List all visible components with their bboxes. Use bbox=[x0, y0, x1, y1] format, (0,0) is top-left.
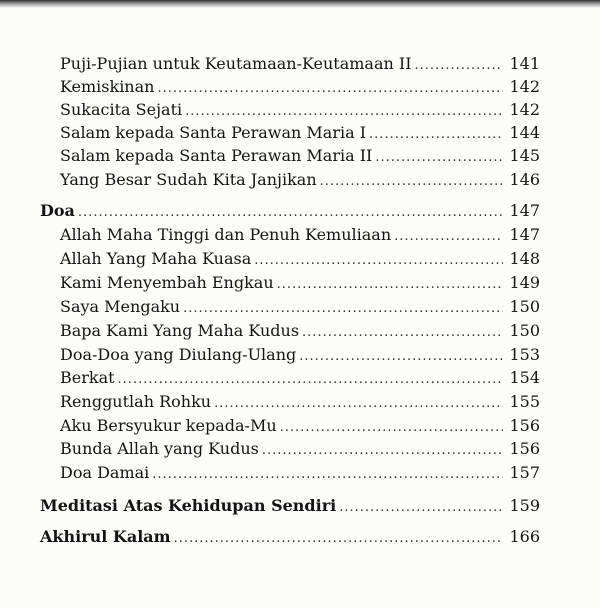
toc-entry-title: Doa Damai bbox=[60, 463, 150, 482]
toc-entry-title: Puji-Pujian untuk Keutamaan-Keutamaan II bbox=[60, 54, 412, 73]
toc-section-page: 159 bbox=[509, 496, 540, 515]
toc-entry-page: 153 bbox=[509, 345, 540, 364]
toc-entry-title: Yang Besar Sudah Kita Janjikan bbox=[60, 170, 317, 189]
toc-section-title: Doa bbox=[40, 201, 75, 220]
toc-entry-page: 146 bbox=[509, 170, 540, 189]
toc-entry[interactable] bbox=[60, 247, 540, 273]
toc-entry-title: Doa-Doa yang Diulang-Ulang bbox=[60, 345, 297, 364]
toc-entry-page: 145 bbox=[509, 146, 540, 165]
toc-entry-title: Allah Yang Maha Kuasa bbox=[60, 249, 252, 268]
dot-leader bbox=[118, 368, 504, 392]
dot-leader bbox=[394, 225, 503, 249]
toc-entry[interactable] bbox=[60, 223, 540, 249]
toc-entry-page: 141 bbox=[509, 54, 540, 73]
dot-leader bbox=[214, 392, 503, 416]
toc-entry[interactable] bbox=[60, 390, 540, 416]
toc-entry-title: Sukacita Sejati bbox=[60, 100, 183, 119]
toc-entry-page: 155 bbox=[509, 392, 540, 411]
dot-leader bbox=[183, 297, 503, 321]
toc-entry-page: 142 bbox=[509, 100, 540, 119]
toc-entry-page: 142 bbox=[509, 77, 540, 96]
toc-entry-title: Saya Mengaku bbox=[60, 297, 181, 316]
toc-entry[interactable] bbox=[60, 437, 540, 463]
toc-entry-page: 154 bbox=[509, 368, 540, 387]
toc-entry-title: Berkat bbox=[60, 368, 115, 387]
dot-leader bbox=[277, 273, 504, 297]
toc-entry-title: Salam kepada Santa Perawan Maria I bbox=[60, 123, 367, 142]
dot-leader bbox=[254, 249, 503, 273]
dot-leader bbox=[375, 146, 503, 170]
dot-leader bbox=[262, 439, 504, 463]
toc-entry-title: Kami Menyembah Engkau bbox=[60, 273, 274, 292]
toc-entry-title: Salam kepada Santa Perawan Maria II bbox=[60, 146, 373, 165]
toc-entry-title: Kemiskinan bbox=[60, 77, 155, 96]
toc-entry-title: Renggutlah Rohku bbox=[60, 392, 212, 411]
toc-entry-page: 148 bbox=[509, 249, 540, 268]
toc-section-page: 147 bbox=[509, 201, 540, 220]
toc-section-akhirul-kalam[interactable] bbox=[40, 525, 540, 551]
toc-section-meditasi[interactable] bbox=[40, 494, 540, 520]
dot-leader bbox=[339, 496, 503, 520]
toc-section-page: 166 bbox=[509, 527, 540, 546]
dot-leader bbox=[174, 527, 504, 551]
toc-entry[interactable] bbox=[60, 168, 540, 194]
toc-entry[interactable] bbox=[60, 144, 540, 170]
toc-entry[interactable] bbox=[60, 461, 540, 487]
toc-entry[interactable] bbox=[60, 295, 540, 321]
toc-section-title: Meditasi Atas Kehidupan Sendiri bbox=[40, 496, 337, 515]
dot-leader bbox=[152, 463, 503, 487]
toc-section-doa[interactable] bbox=[40, 199, 540, 225]
page-top-edge bbox=[0, 0, 600, 8]
toc-entry-title: Allah Maha Tinggi dan Penuh Kemuliaan bbox=[60, 225, 392, 244]
toc-section-title: Akhirul Kalam bbox=[40, 527, 171, 546]
toc-entry[interactable] bbox=[60, 319, 540, 345]
toc-entry-title: Bunda Allah yang Kudus bbox=[60, 439, 259, 458]
toc-entry-page: 150 bbox=[509, 321, 540, 340]
toc-entry-page: 150 bbox=[509, 297, 540, 316]
dot-leader bbox=[78, 201, 504, 225]
toc-entry-page: 157 bbox=[509, 463, 540, 482]
dot-leader bbox=[302, 321, 503, 345]
toc-entry-title: Aku Bersyukur kepada-Mu bbox=[60, 416, 277, 435]
toc-entry-page: 149 bbox=[509, 273, 540, 292]
toc-entry[interactable] bbox=[60, 271, 540, 297]
toc-entry-page: 144 bbox=[509, 123, 540, 142]
toc-entry-title: Bapa Kami Yang Maha Kudus bbox=[60, 321, 300, 340]
toc-entry[interactable] bbox=[60, 366, 540, 392]
toc-entry-page: 147 bbox=[509, 225, 540, 244]
toc-entry-page: 156 bbox=[509, 439, 540, 458]
toc-entry-page: 156 bbox=[509, 416, 540, 435]
dot-leader bbox=[320, 170, 504, 194]
